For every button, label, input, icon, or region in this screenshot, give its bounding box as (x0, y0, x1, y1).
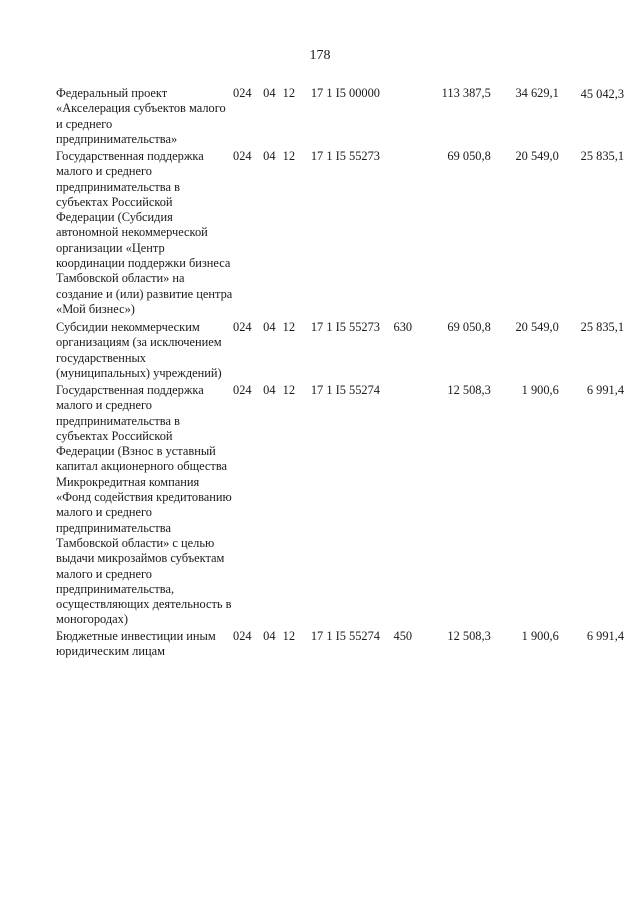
row-subsection: 12 (282, 629, 296, 643)
table-row (56, 629, 624, 661)
row-section: 04 (263, 86, 276, 100)
row-amount-2: 20 549,0 (515, 320, 559, 334)
row-amount-1: 69 050,8 (447, 320, 491, 334)
budget-table (56, 86, 624, 662)
row-amount-1: 12 508,3 (447, 383, 491, 397)
row-grbs: 024 (233, 86, 252, 100)
row-target-code: 17 1 I5 55274 (310, 629, 381, 643)
row-target-code: 17 1 I5 00000 (310, 86, 381, 100)
row-section: 04 (263, 320, 276, 334)
row-amount-1: 69 050,8 (447, 149, 491, 163)
row-subsection: 12 (282, 320, 296, 334)
row-grbs: 024 (233, 320, 252, 334)
row-amount-3: 25 835,1 (580, 149, 625, 163)
table-row (56, 383, 624, 628)
row-amount-3: 6 991,4 (586, 383, 625, 397)
row-amount-2: 34 629,1 (515, 86, 559, 100)
table-row (56, 320, 624, 382)
row-name: Государственная поддержка малого и среднего предпринимательства в субъектах Российской Федерации (Субсидия автономной некоммерческой организации «Центр координации поддержки бизнеса Тамбовской области» на создание и (или) развитие центра «Мой бизнес») (56, 149, 233, 316)
table-row (56, 86, 624, 148)
row-expense-type: 450 (393, 629, 413, 643)
row-amount-1: 113 387,5 (441, 86, 491, 100)
row-amount-3: 6 991,4 (586, 629, 625, 643)
row-section: 04 (263, 629, 276, 643)
row-grbs: 024 (233, 383, 252, 397)
row-section: 04 (263, 149, 276, 163)
row-amount-2: 20 549,0 (515, 149, 559, 163)
row-target-code: 17 1 I5 55273 (310, 149, 381, 163)
row-name: Субсидии некоммерческим организациям (за исключением государственных (муниципальных) учреждений) (56, 320, 222, 380)
table-row (56, 149, 624, 319)
row-section: 04 (263, 383, 276, 397)
row-subsection: 12 (282, 149, 296, 163)
row-subsection: 12 (282, 86, 296, 100)
row-grbs: 024 (233, 149, 252, 163)
row-expense-type: 630 (393, 320, 413, 334)
row-amount-2: 1 900,6 (521, 383, 559, 397)
row-name: Бюджетные инвестиции иным юридическим лицам (56, 629, 216, 659)
page-number: 178 (309, 48, 331, 63)
row-amount-3: 25 835,1 (580, 320, 625, 334)
row-name: Федеральный проект «Акселерация субъектов малого и среднего предпринимательства» (56, 86, 226, 146)
row-amount-2: 1 900,6 (521, 629, 559, 643)
row-grbs: 024 (233, 629, 252, 643)
row-subsection: 12 (282, 383, 296, 397)
row-amount-3: 45 042,3 (580, 87, 625, 101)
row-target-code: 17 1 I5 55274 (310, 383, 381, 397)
row-target-code: 17 1 I5 55273 (310, 320, 381, 334)
row-name: Государственная поддержка малого и среднего предпринимательства в субъектах Российской Федерации (Взнос в уставный капитал акционерного общества Микрокредитная компания «Фонд содействия кредитованию малого и среднего предпринимательства Тамбовской области» с целью выдачи микрозаймов субъектам малого и среднего предпринимательства, осуществляющих деятельность в моногородах) (56, 383, 232, 627)
row-amount-1: 12 508,3 (447, 629, 491, 643)
